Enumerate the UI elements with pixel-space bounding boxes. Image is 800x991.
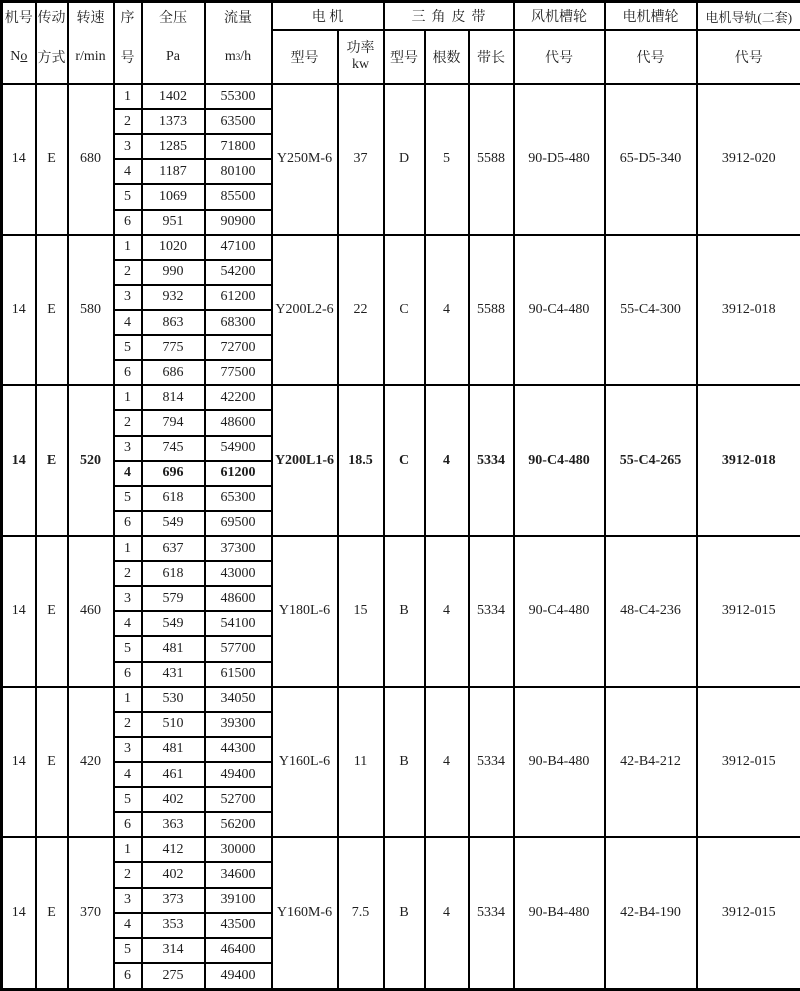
cell-belt-model: C (384, 385, 425, 536)
cell-belt-length: 5588 (469, 235, 514, 386)
cell-seq: 5 (114, 636, 142, 661)
cell-flow: 77500 (205, 360, 272, 385)
cell-rail-code: 3912-018 (697, 235, 800, 386)
cell-fan-pulley-code: 90-D5-480 (514, 84, 605, 235)
cell-flow: 37300 (205, 536, 272, 561)
cell-flow: 61200 (205, 461, 272, 486)
cell-seq: 6 (114, 812, 142, 837)
cell-pressure: 696 (142, 461, 205, 486)
cell-pressure: 510 (142, 712, 205, 737)
cell-machine-no: 14 (2, 536, 36, 687)
cell-drive-mode: E (36, 837, 68, 989)
cell-machine-no: 14 (2, 235, 36, 386)
header-speed: 转速 r/min (68, 2, 114, 85)
header-belt-model: 型号 (384, 30, 425, 84)
cell-seq: 1 (114, 536, 142, 561)
cell-machine-no: 14 (2, 837, 36, 989)
cell-motor-power: 7.5 (338, 837, 384, 989)
cell-rail-code: 3912-020 (697, 84, 800, 235)
cell-speed: 420 (68, 687, 114, 838)
cell-motor-model: Y250M-6 (272, 84, 338, 235)
cell-fan-pulley-code: 90-B4-480 (514, 837, 605, 989)
cell-pressure: 951 (142, 210, 205, 235)
cell-flow: 71800 (205, 134, 272, 159)
cell-flow: 39300 (205, 712, 272, 737)
header-machine-no-cn: 机号 (3, 3, 35, 31)
cell-pressure: 814 (142, 385, 205, 410)
table-row (2, 536, 800, 561)
cell-flow: 54900 (205, 436, 272, 461)
header-rail-group: 电机导轨(二套) (697, 2, 800, 31)
header-motor-model: 型号 (272, 30, 338, 84)
cell-flow: 43500 (205, 913, 272, 938)
cell-pressure: 745 (142, 436, 205, 461)
cell-machine-no: 14 (2, 84, 36, 235)
cell-flow: 57700 (205, 636, 272, 661)
cell-flow: 61500 (205, 662, 272, 687)
cell-seq: 4 (114, 310, 142, 335)
cell-speed: 520 (68, 385, 114, 536)
cell-pressure: 1285 (142, 134, 205, 159)
cell-seq: 6 (114, 210, 142, 235)
cell-pressure: 481 (142, 636, 205, 661)
header-motor-pulley-code: 代号 (605, 30, 697, 84)
table-row (2, 235, 800, 260)
cell-seq: 3 (114, 436, 142, 461)
cell-seq: 1 (114, 687, 142, 712)
cell-pressure: 863 (142, 310, 205, 335)
cell-motor-pulley-code: 42-B4-190 (605, 837, 697, 989)
cell-rail-code: 3912-015 (697, 687, 800, 838)
cell-flow: 46400 (205, 938, 272, 963)
cell-flow: 69500 (205, 511, 272, 536)
header-fan-pulley-group: 风机槽轮 (514, 2, 605, 31)
cell-flow: 34050 (205, 687, 272, 712)
table-row (2, 385, 800, 410)
cell-seq: 4 (114, 611, 142, 636)
cell-flow: 43000 (205, 561, 272, 586)
cell-flow: 56200 (205, 812, 272, 837)
flow-unit: m 3 /h (206, 31, 271, 83)
cell-fan-pulley-code: 90-C4-480 (514, 385, 605, 536)
cell-belt-count: 4 (425, 837, 469, 989)
cell-belt-length: 5334 (469, 687, 514, 838)
cell-flow: 54100 (205, 611, 272, 636)
header-pressure: 全压 Pa (142, 2, 205, 85)
cell-seq: 4 (114, 159, 142, 184)
cell-motor-power: 37 (338, 84, 384, 235)
table-row (2, 837, 800, 862)
cell-flow: 49400 (205, 963, 272, 989)
header-motor-group: 电 机 (272, 2, 384, 31)
cell-pressure: 1020 (142, 235, 205, 260)
cell-pressure: 275 (142, 963, 205, 989)
cell-speed: 460 (68, 536, 114, 687)
cell-motor-pulley-code: 55-C4-265 (605, 385, 697, 536)
cell-flow: 52700 (205, 787, 272, 812)
header-motor-pulley-group: 电机槽轮 (605, 2, 697, 31)
header-vbelt-group: 三角皮带 (384, 2, 514, 31)
cell-seq: 6 (114, 360, 142, 385)
header-belt-count: 根数 (425, 30, 469, 84)
cell-pressure: 618 (142, 486, 205, 511)
header-flow: 流量 m 3 /h (205, 2, 272, 85)
cell-pressure: 775 (142, 335, 205, 360)
table-row (2, 84, 800, 109)
cell-belt-count: 4 (425, 235, 469, 386)
cell-belt-model: D (384, 84, 425, 235)
cell-seq: 4 (114, 913, 142, 938)
cell-seq: 5 (114, 335, 142, 360)
cell-belt-length: 5334 (469, 536, 514, 687)
cell-flow: 68300 (205, 310, 272, 335)
cell-belt-length: 5588 (469, 84, 514, 235)
cell-flow: 80100 (205, 159, 272, 184)
cell-belt-model: B (384, 687, 425, 838)
cell-flow: 48600 (205, 586, 272, 611)
cell-belt-length: 5334 (469, 837, 514, 989)
header-rail-code: 代号 (697, 30, 800, 84)
cell-motor-power: 22 (338, 235, 384, 386)
cell-fan-pulley-code: 90-C4-480 (514, 235, 605, 386)
header-motor-power: 功率 kw (338, 30, 384, 84)
cell-drive-mode: E (36, 687, 68, 838)
header-drive-mode: 传动 方式 (36, 2, 68, 85)
cell-speed: 370 (68, 837, 114, 989)
cell-machine-no: 14 (2, 687, 36, 838)
cell-pressure: 431 (142, 662, 205, 687)
cell-pressure: 481 (142, 737, 205, 762)
cell-seq: 2 (114, 260, 142, 285)
cell-seq: 4 (114, 762, 142, 787)
cell-seq: 2 (114, 712, 142, 737)
cell-seq: 1 (114, 84, 142, 109)
cell-motor-pulley-code: 48-C4-236 (605, 536, 697, 687)
cell-drive-mode: E (36, 385, 68, 536)
header-fan-pulley-code: 代号 (514, 30, 605, 84)
cell-motor-power: 11 (338, 687, 384, 838)
cell-seq: 3 (114, 737, 142, 762)
cell-flow: 47100 (205, 235, 272, 260)
cell-flow: 90900 (205, 210, 272, 235)
cell-flow: 30000 (205, 837, 272, 862)
cell-flow: 44300 (205, 737, 272, 762)
header-machine-no-en: N o (3, 31, 35, 83)
cell-seq: 4 (114, 461, 142, 486)
cell-pressure: 353 (142, 913, 205, 938)
cell-motor-pulley-code: 65-D5-340 (605, 84, 697, 235)
cell-seq: 1 (114, 235, 142, 260)
cell-pressure: 402 (142, 862, 205, 887)
cell-pressure: 530 (142, 687, 205, 712)
cell-drive-mode: E (36, 536, 68, 687)
cell-belt-length: 5334 (469, 385, 514, 536)
cell-pressure: 637 (142, 536, 205, 561)
cell-flow: 61200 (205, 285, 272, 310)
cell-pressure: 932 (142, 285, 205, 310)
cell-seq: 6 (114, 511, 142, 536)
cell-motor-model: Y160M-6 (272, 837, 338, 989)
cell-belt-count: 4 (425, 536, 469, 687)
cell-rail-code: 3912-015 (697, 536, 800, 687)
cell-pressure: 549 (142, 611, 205, 636)
cell-pressure: 1373 (142, 109, 205, 134)
cell-seq: 3 (114, 586, 142, 611)
table-header (2, 2, 800, 85)
cell-rail-code: 3912-015 (697, 837, 800, 989)
cell-seq: 1 (114, 385, 142, 410)
cell-pressure: 549 (142, 511, 205, 536)
cell-motor-power: 15 (338, 536, 384, 687)
cell-seq: 2 (114, 862, 142, 887)
cell-flow: 48600 (205, 410, 272, 435)
cell-seq: 1 (114, 837, 142, 862)
cell-motor-pulley-code: 55-C4-300 (605, 235, 697, 386)
cell-speed: 680 (68, 84, 114, 235)
cell-pressure: 1069 (142, 184, 205, 209)
cell-motor-pulley-code: 42-B4-212 (605, 687, 697, 838)
cell-pressure: 373 (142, 888, 205, 913)
cell-pressure: 1402 (142, 84, 205, 109)
cell-pressure: 686 (142, 360, 205, 385)
cell-flow: 65300 (205, 486, 272, 511)
cell-seq: 2 (114, 561, 142, 586)
cell-flow: 54200 (205, 260, 272, 285)
cell-pressure: 402 (142, 787, 205, 812)
cell-belt-model: B (384, 837, 425, 989)
cell-seq: 3 (114, 134, 142, 159)
cell-drive-mode: E (36, 84, 68, 235)
cell-belt-model: C (384, 235, 425, 386)
cell-seq: 6 (114, 963, 142, 989)
cell-seq: 5 (114, 486, 142, 511)
cell-belt-count: 4 (425, 385, 469, 536)
header-row-groups (2, 2, 800, 31)
cell-machine-no: 14 (2, 385, 36, 536)
cell-drive-mode: E (36, 235, 68, 386)
header-machine-no (2, 2, 36, 85)
header-seq: 序 号 (114, 2, 142, 85)
cell-pressure: 579 (142, 586, 205, 611)
cell-flow: 85500 (205, 184, 272, 209)
header-belt-length: 带长 (469, 30, 514, 84)
cell-belt-count: 5 (425, 84, 469, 235)
cell-flow: 55300 (205, 84, 272, 109)
cell-flow: 42200 (205, 385, 272, 410)
cell-belt-model: B (384, 536, 425, 687)
cell-seq: 6 (114, 662, 142, 687)
cell-flow: 34600 (205, 862, 272, 887)
cell-pressure: 461 (142, 762, 205, 787)
cell-motor-power: 18.5 (338, 385, 384, 536)
cell-flow: 72700 (205, 335, 272, 360)
cell-seq: 3 (114, 888, 142, 913)
cell-seq: 5 (114, 184, 142, 209)
cell-pressure: 314 (142, 938, 205, 963)
cell-fan-pulley-code: 90-C4-480 (514, 536, 605, 687)
cell-motor-model: Y160L-6 (272, 687, 338, 838)
cell-pressure: 412 (142, 837, 205, 862)
cell-speed: 580 (68, 235, 114, 386)
cell-rail-code: 3912-018 (697, 385, 800, 536)
cell-flow: 39100 (205, 888, 272, 913)
cell-motor-model: Y200L1-6 (272, 385, 338, 536)
table-body (2, 84, 800, 989)
cell-seq: 2 (114, 109, 142, 134)
table-row (2, 687, 800, 712)
cell-seq: 3 (114, 285, 142, 310)
cell-flow: 49400 (205, 762, 272, 787)
cell-seq: 2 (114, 410, 142, 435)
cell-seq: 5 (114, 938, 142, 963)
cell-motor-model: Y180L-6 (272, 536, 338, 687)
cell-flow: 63500 (205, 109, 272, 134)
cell-motor-model: Y200L2-6 (272, 235, 338, 386)
cell-pressure: 990 (142, 260, 205, 285)
cell-pressure: 794 (142, 410, 205, 435)
cell-pressure: 363 (142, 812, 205, 837)
cell-seq: 5 (114, 787, 142, 812)
cell-belt-count: 4 (425, 687, 469, 838)
cell-pressure: 1187 (142, 159, 205, 184)
cell-fan-pulley-code: 90-B4-480 (514, 687, 605, 838)
cell-pressure: 618 (142, 561, 205, 586)
